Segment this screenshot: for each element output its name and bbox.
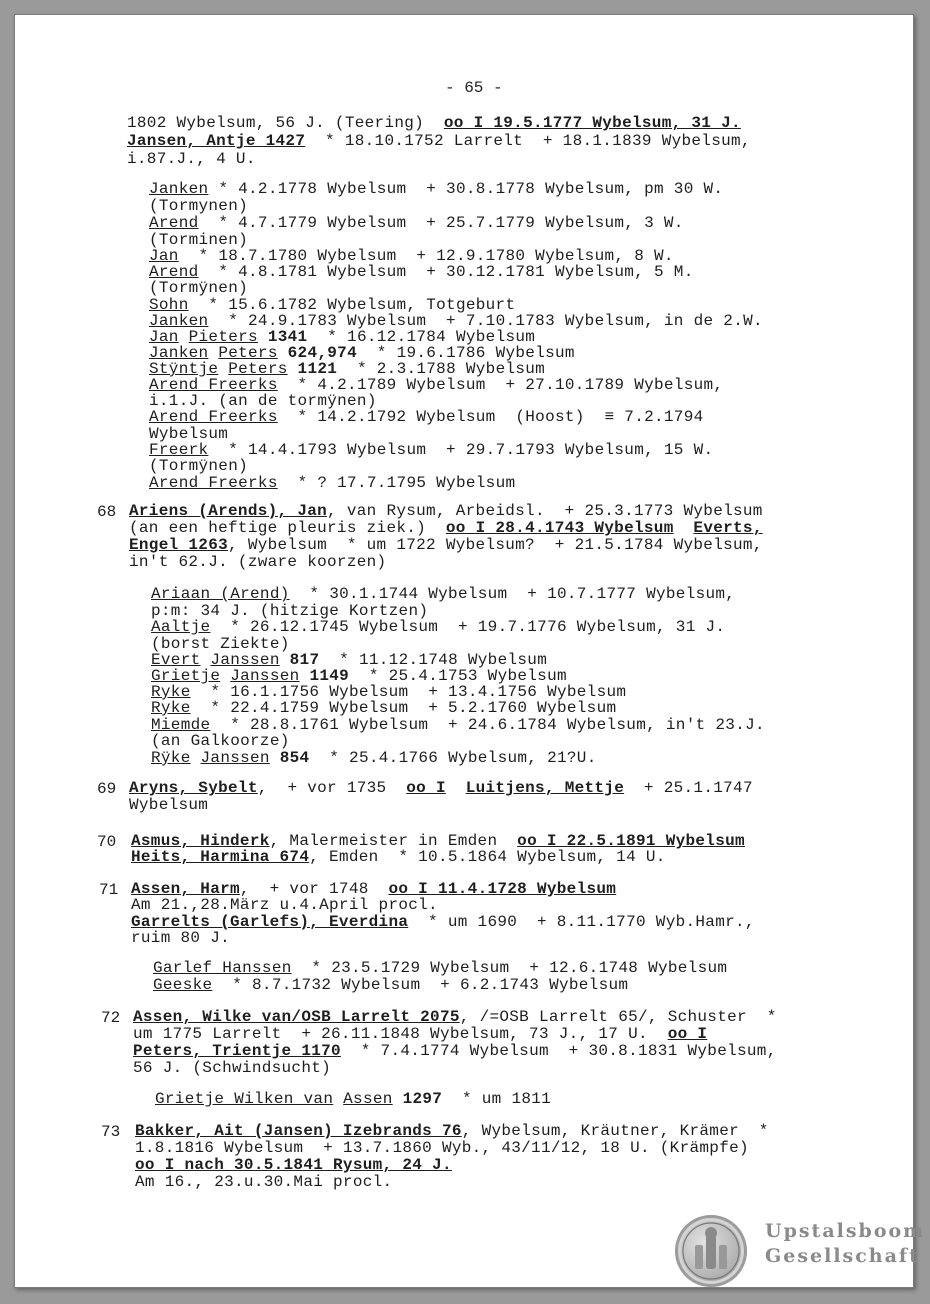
- text-segment: , Emden * 10.5.1864 Wybelsum, 14 U.: [309, 848, 666, 866]
- text-segment: * 11.12.1748 Wybelsum: [319, 651, 548, 669]
- emphasized-text: Aaltje: [151, 618, 211, 636]
- text-line: [149, 181, 723, 197]
- emphasized-text: oo I 28.4.1743 Wybelsum: [445, 519, 674, 537]
- text-segment: , + vor 1735: [257, 779, 407, 797]
- text-segment: * 18.10.1752 Larrelt + 18.1.1839 Wybelsum,: [305, 132, 751, 150]
- text-line: [135, 1157, 452, 1173]
- text-line: [133, 1043, 777, 1059]
- text-segment: * 4.2.1778 Wybelsum + 30.8.1778 Wybelsum, pm 30 W.: [208, 180, 724, 198]
- text-line: [149, 198, 248, 214]
- text-line: [127, 115, 741, 131]
- text-segment: * 4.7.1779 Wybelsum + 25.7.1779 Wybelsum, 3 W.: [198, 214, 684, 232]
- emphasized-text: Heits, Harmina 674: [131, 848, 310, 866]
- text-segment: * 4.8.1781 Wybelsum + 30.12.1781 Wybelsum, 5 M.: [198, 263, 694, 281]
- emphasized-text: 817: [289, 651, 320, 669]
- text-segment: , van Rysum, Arbeidsl. + 25.3.1773 Wybelsum: [327, 502, 763, 520]
- text-line: [129, 503, 763, 519]
- emphasized-text: Arend Freerks: [149, 474, 278, 492]
- brand-line-1: Upstalsboom: [765, 1220, 926, 1242]
- text-segment: * 30.1.1744 Wybelsum + 10.7.1777 Wybelsum,: [289, 585, 736, 603]
- text-segment: * 24.9.1783 Wybelsum + 7.10.1783 Wybelsum, in de 2.W.: [208, 312, 763, 330]
- text-line: [131, 881, 616, 897]
- entry-number: 70: [97, 833, 117, 851]
- text-segment: i.1.J. (an de tormÿnen): [149, 392, 377, 410]
- text-line: [151, 717, 765, 733]
- text-line: [151, 700, 616, 716]
- text-line: [129, 537, 763, 553]
- emphasized-text: Assen, Harm: [131, 880, 240, 898]
- emphasized-text: Ariaan (Arend): [151, 585, 290, 603]
- text-segment: (an Galkoorze): [151, 732, 290, 750]
- text-line: [149, 409, 704, 425]
- emphasized-text: Pieters: [188, 328, 258, 346]
- emphasized-text: Engel 1263: [129, 536, 229, 554]
- text-segment: , Malermeister in Emden: [269, 832, 518, 850]
- text-line: [149, 345, 575, 361]
- text-segment: * 22.4.1759 Wybelsum + 5.2.1760 Wybelsum: [190, 699, 617, 717]
- text-line: [149, 475, 515, 491]
- emphasized-text: Janken: [149, 180, 209, 198]
- text-segment: * 26.12.1745 Wybelsum + 19.7.1776 Wybelsum, 31 J.: [210, 618, 726, 636]
- text-line: [133, 1026, 707, 1042]
- text-segment: * ? 17.7.1795 Wybelsum: [277, 474, 516, 492]
- text-segment: (an een heftige pleuris ziek.): [129, 519, 446, 537]
- entry-number: 71: [99, 881, 119, 899]
- emphasized-text: oo I: [406, 779, 446, 797]
- emphasized-text: Ryke: [151, 683, 191, 701]
- text-line: [151, 684, 626, 700]
- text-segment: (Tormÿnen): [149, 279, 249, 297]
- text-segment: * 16.1.1756 Wybelsum + 13.4.1756 Wybelsum: [190, 683, 627, 701]
- emphasized-text: Miemde: [151, 716, 211, 734]
- emphasized-text: Sohn: [149, 296, 189, 314]
- text-line: [149, 329, 535, 345]
- text-line: [151, 586, 735, 602]
- emphasized-text: oo I 19.5.1777 Wybelsum, 31 J.: [443, 114, 741, 132]
- emphasized-text: 624,974: [287, 344, 357, 362]
- text-line: [129, 797, 208, 813]
- document-page: [14, 14, 926, 1288]
- text-line: [149, 280, 248, 296]
- emphasized-text: Arend: [149, 214, 199, 232]
- text-segment: in't 62.J. (zware koorzen): [129, 553, 387, 571]
- text-segment: Wybelsum: [129, 796, 209, 814]
- emphasized-text: Jansen, Antje 1427: [127, 132, 306, 150]
- text-segment: , Wybelsum, Kräutner, Krämer *: [461, 1122, 769, 1140]
- emphasized-text: Jan: [149, 247, 179, 265]
- emphasized-text: Peters: [228, 360, 288, 378]
- emphasized-text: 854: [279, 749, 310, 767]
- emphasized-text: Luitjens, Mettje: [465, 779, 625, 797]
- emphasized-text: Jan: [149, 328, 179, 346]
- text-segment: (Tormynen): [149, 197, 249, 215]
- emphasized-text: Assen, Wilke van/OSB Larrelt 2075: [133, 1008, 460, 1026]
- emphasized-text: oo I: [667, 1025, 708, 1043]
- text-segment: , + vor 1748: [239, 880, 389, 898]
- text-segment: * 28.8.1761 Wybelsum + 24.6.1784 Wybelsum, in't 23.J.: [210, 716, 765, 734]
- text-segment: * 23.5.1729 Wybelsum + 12.6.1748 Wybelsum: [291, 959, 728, 977]
- text-segment: * 14.4.1793 Wybelsum + 29.7.1793 Wybelsum, 15 W.: [208, 441, 714, 459]
- emphasized-text: Ryke: [151, 699, 191, 717]
- text-segment: 1.8.1816 Wybelsum + 13.7.1860 Wyb., 43/11/12, 18 U. (Krämpfe): [135, 1139, 749, 1157]
- entry-number: 69: [97, 780, 117, 798]
- text-line: [149, 215, 684, 231]
- text-segment: i.87.J., 4 U.: [127, 150, 256, 168]
- text-line: [149, 393, 377, 409]
- text-line: [149, 377, 723, 393]
- emphasized-text: Geeske: [153, 976, 213, 994]
- text-line: [151, 619, 725, 635]
- text-segment: [674, 519, 694, 537]
- text-line: [151, 750, 597, 766]
- emphasized-text: Janken: [149, 344, 209, 362]
- text-segment: Am 21.,28.März u.4.April procl.: [131, 896, 438, 914]
- text-segment: (Tormÿnen): [149, 457, 249, 475]
- emphasized-text: Freerk: [149, 441, 209, 459]
- text-line: [129, 780, 753, 796]
- emphasized-text: Stÿntje: [149, 360, 219, 378]
- text-segment: * 25.4.1753 Wybelsum: [349, 667, 567, 685]
- text-line: [135, 1123, 769, 1139]
- entry-number: 72: [101, 1009, 121, 1027]
- emphasized-text: 1121: [297, 360, 338, 378]
- emphasized-text: Ariens (Arends), Jan: [129, 502, 328, 520]
- emphasized-text: Janssen: [230, 667, 300, 685]
- text-segment: * um 1811: [442, 1090, 552, 1108]
- text-segment: [446, 779, 466, 797]
- emphasized-text: Asmus, Hinderk: [131, 832, 270, 850]
- text-segment: * 7.4.1774 Wybelsum + 30.8.1831 Wybelsum,: [340, 1042, 777, 1060]
- text-line: [149, 264, 694, 280]
- emphasized-text: 1149: [309, 667, 350, 685]
- text-segment: um 1775 Larrelt + 26.11.1848 Wybelsum, 73 J., 17 U.: [133, 1025, 668, 1043]
- text-line: [135, 1140, 749, 1156]
- text-line: [151, 603, 428, 619]
- text-segment: Am 16., 23.u.30.Mai procl.: [135, 1173, 393, 1191]
- text-segment: * 15.6.1782 Wybelsum, Totgeburt: [188, 296, 516, 314]
- text-segment: * 16.12.1784 Wybelsum: [307, 328, 536, 346]
- text-line: [129, 520, 763, 536]
- text-line: [131, 849, 666, 865]
- text-segment: 56 J. (Schwindsucht): [133, 1059, 332, 1077]
- emphasized-text: Grietje: [151, 667, 221, 685]
- emphasized-text: oo I nach 30.5.1841 Rysum, 24 J.: [135, 1156, 452, 1174]
- emphasized-text: Janssen: [210, 651, 280, 669]
- emphasized-text: Evert: [151, 651, 201, 669]
- text-segment: (Torminen): [149, 231, 249, 249]
- text-line: [151, 668, 567, 684]
- text-line: [127, 151, 256, 167]
- emphasized-text: Garlef Hanssen: [153, 959, 292, 977]
- emphasized-text: Assen: [343, 1090, 393, 1108]
- emphasized-text: Bakker, Ait (Jansen) Izebrands 76: [135, 1122, 462, 1140]
- text-segment: ruim 80 J.: [131, 929, 231, 947]
- emphasized-text: Garrelts (Garlefs), Everdina: [131, 913, 409, 931]
- text-line: [131, 914, 755, 930]
- text-line: [131, 930, 230, 946]
- text-segment: [270, 749, 280, 767]
- text-line: [153, 977, 628, 993]
- text-line: [149, 313, 763, 329]
- text-line: [149, 442, 713, 458]
- text-segment: * 18.7.1780 Wybelsum + 12.9.1780 Wybelsum, 8 W.: [178, 247, 674, 265]
- text-line: [149, 458, 248, 474]
- text-segment: + 25.1.1747: [624, 779, 753, 797]
- text-line: [151, 733, 290, 749]
- text-segment: * 19.6.1786 Wybelsum: [356, 344, 575, 362]
- emphasized-text: Aryns, Sybelt: [129, 779, 258, 797]
- text-line: [131, 897, 438, 913]
- text-line: [135, 1174, 392, 1190]
- text-segment: * 4.2.1789 Wybelsum + 27.10.1789 Wybelsum,: [277, 376, 724, 394]
- text-segment: [333, 1090, 343, 1108]
- text-segment: (borst Ziekte): [151, 635, 290, 653]
- text-line: [133, 1060, 331, 1076]
- text-segment: * 14.2.1792 Wybelsum (Hoost) ≡ 7.2.1794: [277, 408, 704, 426]
- page-number: - 65 -: [445, 79, 503, 97]
- emphasized-text: Grietje Wilken van: [155, 1090, 334, 1108]
- entry-number: 73: [101, 1123, 121, 1141]
- text-segment: * 8.7.1732 Wybelsum + 6.2.1743 Wybelsum: [212, 976, 629, 994]
- emphasized-text: Rÿke: [151, 749, 191, 767]
- text-line: [131, 833, 745, 849]
- text-segment: 1802 Wybelsum, 56 J. (Teering): [127, 114, 444, 132]
- emphasized-text: 1341: [267, 328, 308, 346]
- text-segment: [191, 749, 201, 767]
- text-segment: * um 1690 + 8.11.1770 Wyb.Hamr.,: [408, 913, 755, 931]
- emphasized-text: Peters: [218, 344, 278, 362]
- text-line: [149, 361, 545, 377]
- emphasized-text: Janssen: [200, 749, 270, 767]
- text-segment: * 2.3.1788 Wybelsum: [337, 360, 546, 378]
- text-segment: , Wybelsum * um 1722 Wybelsum? + 21.5.1784 Wybelsum,: [228, 536, 763, 554]
- emphasized-text: oo I 11.4.1728 Wybelsum: [388, 880, 617, 898]
- text-line: [151, 652, 547, 668]
- text-segment: p:m: 34 J. (hitzige Kortzen): [151, 602, 429, 620]
- text-line: [151, 636, 290, 652]
- text-line: [149, 297, 515, 313]
- text-line: [155, 1091, 551, 1107]
- text-line: [149, 232, 248, 248]
- emphasized-text: Everts,: [693, 519, 763, 537]
- text-line: [133, 1009, 777, 1025]
- emphasized-text: Peters, Trientje 1170: [133, 1042, 341, 1060]
- text-segment: Wybelsum: [149, 425, 229, 443]
- text-line: [149, 426, 228, 442]
- emphasized-text: Janken: [149, 312, 209, 330]
- text-line: [129, 554, 386, 570]
- seal-icon: [675, 1215, 747, 1287]
- emphasized-text: Arend Freerks: [149, 408, 278, 426]
- entry-number: 68: [97, 503, 117, 521]
- emphasized-text: Arend Freerks: [149, 376, 278, 394]
- brand-line-2: Gesellschaft: [765, 1245, 920, 1267]
- text-line: [153, 960, 727, 976]
- text-segment: * 25.4.1766 Wybelsum, 21?U.: [309, 749, 597, 767]
- emphasized-text: oo I 22.5.1891 Wybelsum: [517, 832, 745, 850]
- text-segment: [393, 1090, 403, 1108]
- emphasized-text: 1297: [402, 1090, 443, 1108]
- emphasized-text: Arend: [149, 263, 199, 281]
- text-line: [127, 133, 751, 149]
- text-line: [149, 248, 674, 264]
- text-segment: , /=OSB Larrelt 65/, Schuster *: [459, 1008, 777, 1026]
